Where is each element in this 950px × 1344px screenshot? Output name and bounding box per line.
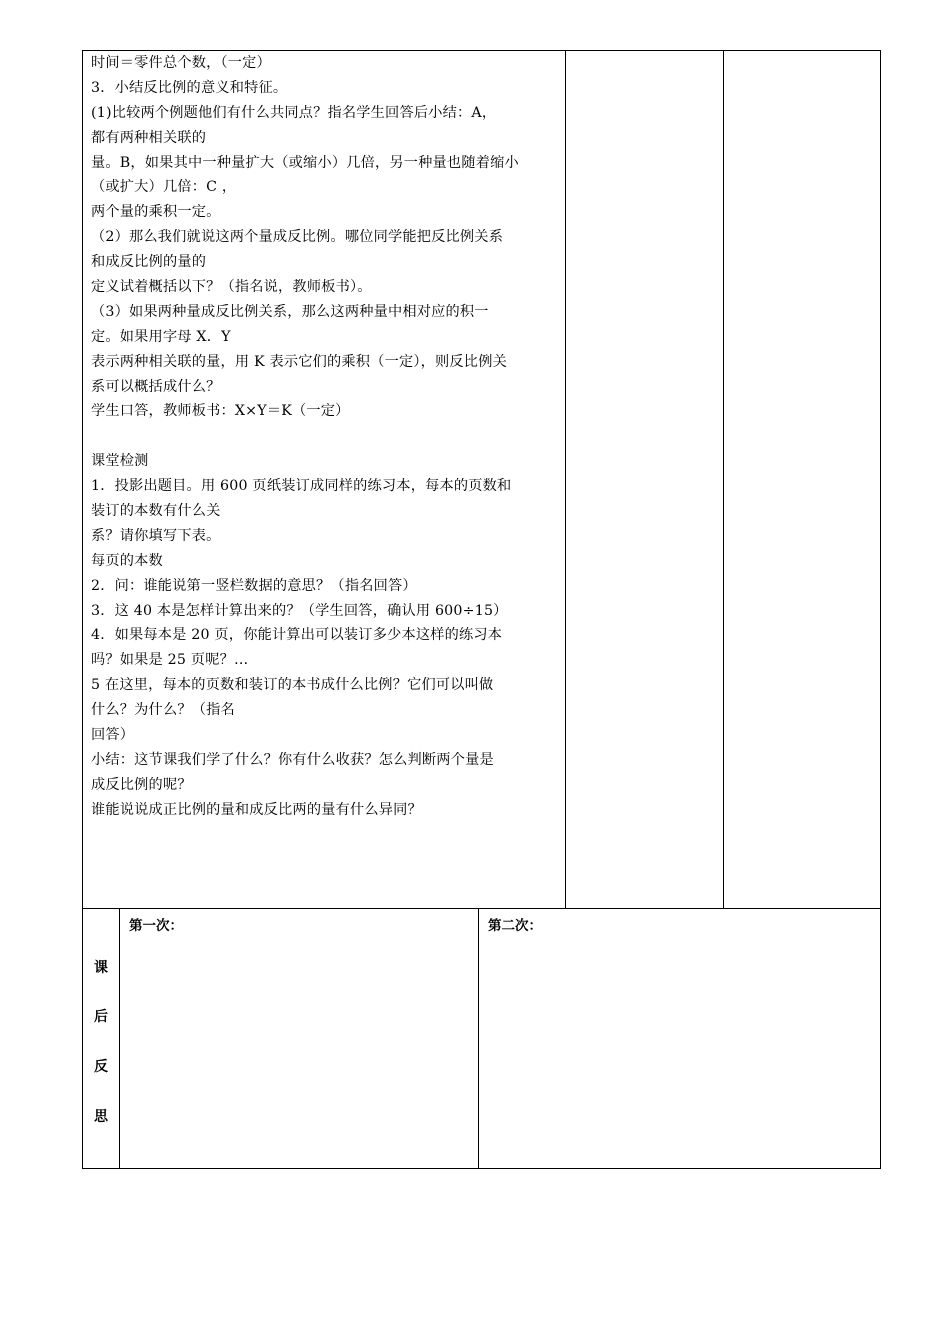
text-line	[91, 424, 559, 449]
reflection-label-char: 课	[94, 960, 108, 976]
column-divider	[119, 909, 120, 1168]
text-line: 两个量的乘积一定。	[91, 204, 221, 221]
first-reflection-title: 第一次：	[129, 918, 183, 934]
text-line: 系可以概括成什么？	[91, 378, 221, 395]
text-line: 谁能说说成正比例的量和成反比两的量有什么异同？	[91, 801, 422, 818]
text-line: 小结：这节课我们学了什么？你有什么收获？怎么判断两个量是	[91, 751, 494, 768]
text-line: 4．如果每本是 20 页，你能计算出可以装订多少本这样的练习本	[91, 627, 503, 644]
text-line: 定义试着概括以下？（指名说，教师板书）。	[91, 279, 372, 296]
reflection-label-char: 反	[94, 1059, 108, 1075]
text-line: 吗？如果是 25 页呢？…	[91, 652, 249, 669]
text-line: 1．投影出题目。用 600 页纸装订成同样的练习本，每本的页数和	[91, 478, 512, 495]
text-line: 2．问：谁能说第一竖栏数据的意思？（指名回答）	[91, 577, 417, 594]
text-line: (1)比较两个例题他们有什么共同点？指名学生回答后小结：A，	[91, 104, 497, 121]
column-divider	[723, 51, 724, 908]
lesson-content-table	[82, 50, 881, 909]
text-line: 量。B，如果其中一种量扩大（或缩小）几倍，另一种量也随着缩小	[91, 154, 519, 171]
lesson-procedure-text	[91, 51, 559, 823]
text-line: 定。如果用字母 X．Y	[91, 328, 231, 345]
second-reflection-title: 第二次：	[488, 918, 542, 934]
column-divider	[565, 51, 566, 908]
text-line: 时间＝零件总个数，（一定）	[91, 55, 271, 71]
reflection-label-char: 思	[94, 1109, 108, 1125]
column-divider	[478, 909, 479, 1168]
reflection-label-char: 后	[94, 1009, 108, 1025]
reflection-row-label	[83, 909, 119, 1168]
text-line: 3．这 40 本是怎样计算出来的？（学生回答，确认用 600÷15）	[91, 602, 508, 619]
text-line: 和成反比例的量的	[91, 254, 207, 271]
text-line: 成反比例的呢？	[91, 776, 192, 793]
text-line: （2）那么我们就说这两个量成反比例。哪位同学能把反比例关系	[91, 229, 504, 246]
text-line: 3．小结反比例的意义和特征。	[91, 79, 288, 96]
text-line: 课堂检测	[91, 453, 149, 470]
text-line: （或扩大）几倍：C ，	[91, 179, 237, 196]
text-line: 都有两种相关联的	[91, 129, 207, 146]
text-line: 每页的本数	[91, 552, 163, 569]
text-line: 学生口答，教师板书：X×Y＝K（一定）	[91, 403, 350, 420]
text-line: 表示两种相关联的量，用 K 表示它们的乘积（一定），则反比例关	[91, 353, 507, 370]
text-line: 回答）	[91, 727, 135, 744]
text-line: 装订的本数有什么关	[91, 503, 221, 520]
text-line: （3）如果两种量成反比例关系，那么这两种量中相对应的积一	[91, 303, 489, 320]
post-class-reflection-table	[82, 908, 881, 1169]
text-line: 系？请你填写下表。	[91, 527, 221, 544]
text-line: 什么？为什么？（指名	[91, 702, 235, 719]
text-line: 5 在这里，每本的页数和装订的本书成什么比例？它们可以叫做	[91, 677, 494, 694]
